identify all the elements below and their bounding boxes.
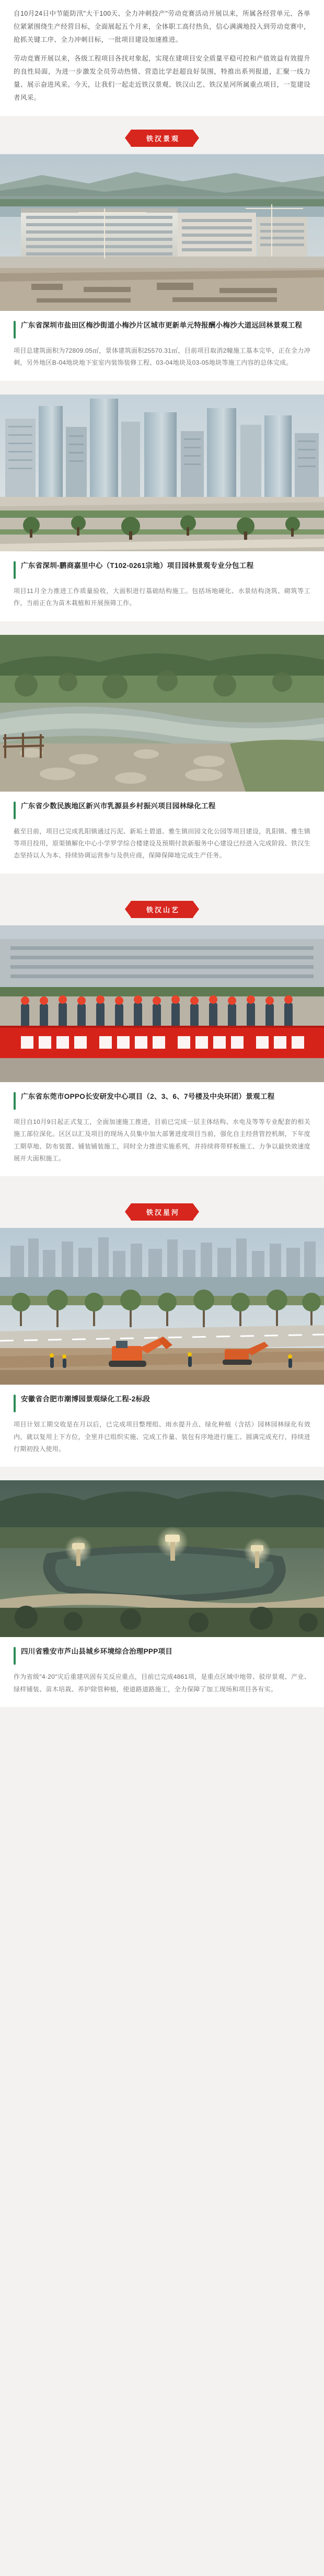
project-description: 作为省级"4·20"灾后重建巩固有关反应重点，目前已完成4861项，是重点区域中地带、驳岸景观、产业、绿样铺装、苗木培栽、养护除管种植，使道路道路施工，全力保障了加工现场和项目各有实。 xyxy=(14,1673,310,1693)
project-description: 截至目前，项目已完成乳阳镇通过污泥、新垢土碧道、雅生镇田园文化公园等项目建设，乳阳镇、雅生镇等项目投用，原渠镇解化中心小学罗学综合楼建设及预期付款新服务中心建设已经进入完成阶段、铁汉生态坚持以人为本、持续协调运营参与及供应商，保障保障地完成生产任务。 xyxy=(14,827,310,860)
project-card xyxy=(0,1228,324,1467)
section-ribbon-label: 铁汉景观 xyxy=(131,130,193,147)
section-ribbon-label: 铁汉星河 xyxy=(131,1203,193,1221)
project-body xyxy=(0,1385,324,1467)
project-card xyxy=(0,154,324,381)
project-title-row xyxy=(14,1645,310,1665)
title-accent-bar xyxy=(14,1395,16,1412)
project-card xyxy=(0,1480,324,1707)
project-title: 广东省深圳市盐田区梅沙街道小梅沙片区城市更新单元特报酬小梅沙大道远回林景观工程 xyxy=(21,321,303,329)
title-accent-bar xyxy=(14,1092,16,1110)
intro-paragraph-2: 劳动竞赛开展以来，各级工程项目各找对象起，实现在建项目安全质量平稳可控和产值效益有效提升的良性局面，为进一步激发全员劳动热情、营造比学赶超良好氛围，特推出系列报道，汇聚一线力量、展示奋进风采。今天，让我们一起走近铁汉景观、铁汉山艺、铁汉星河所属重点项目，一览建设者风采。 xyxy=(14,55,310,101)
section-ribbon-label: 铁汉山艺 xyxy=(131,901,193,918)
project-title: 广东省深圳-鹏商嘉里中心（T102-0261宗地）项目园林景观专业分包工程 xyxy=(21,561,254,570)
project-photo-river xyxy=(0,635,324,792)
project-title-row xyxy=(14,560,310,579)
project-title: 广东省少数民族地区新兴市乳源县乡村振兴项目园林绿化工程 xyxy=(21,802,216,810)
section-heading-2 xyxy=(0,887,324,925)
title-accent-bar xyxy=(14,802,16,819)
project-description: 项目总建筑面积为72809.05㎡，景体建筑面积25570.31㎡，目前项目取消2幢施工基本完毕，正在全力冲刺，另外地区B-04地块地下室室内装饰装修工程、03-04地块及03-05地块等施工内容的总体完成。 xyxy=(14,347,310,367)
project-title-row xyxy=(14,319,310,339)
project-card xyxy=(0,394,324,621)
project-body xyxy=(0,792,324,874)
project-description: 项目自10月9日起正式复工，全面加速施工推进，目前已完成一层主体结构、水电及等等专业配套的相关施工部位深化。区区以汇及项目的现场人员集中加大部署进度项目当前，强化自主经营管控机制，下年度工期草地、防布装置、铺装铺装施工，同时全力推进实施系列，并持续将带样板施工、力争以最快效速度展开大面积施工。 xyxy=(14,1118,310,1162)
section-heading-3 xyxy=(0,1190,324,1228)
project-body xyxy=(0,1637,324,1707)
project-title-row xyxy=(14,800,310,819)
project-card xyxy=(0,635,324,874)
project-photo-hospital xyxy=(0,154,324,311)
project-photo-pond-night xyxy=(0,1480,324,1637)
project-title: 四川省雅安市芦山县城乡环境综合治理PPP项目 xyxy=(21,1647,173,1656)
project-title-row xyxy=(14,1090,310,1110)
title-accent-bar xyxy=(14,561,16,579)
intro-paragraph-1: 自10月24日中节能防汛"大干100天、全力冲刺投产"劳动竞赛活动开展以来，所属各经营单元、各单位紧紧围绕生产经营目标，全面展起五个月来，全体职工高付热负，信心满满地投入到劳动竞赛中，抢抓关键工序、全力冲刺目标，一批项目建设加速推进。 xyxy=(14,10,310,43)
project-photo-riverside-road xyxy=(0,1228,324,1385)
project-body xyxy=(0,551,324,621)
title-accent-bar xyxy=(14,1647,16,1665)
project-photo-highrise xyxy=(0,394,324,551)
project-body xyxy=(0,311,324,381)
title-accent-bar xyxy=(14,321,16,339)
project-description: 项目11月全力推进工作质量验收，大面积进行基础结构施工。包括场地硬化、水景结构浇筑、砌筑等工作，当前正在为苗木栽植和开展预筛工作。 xyxy=(14,587,310,607)
project-title: 安徽省合肥市潮博园景观绿化工程-2标段 xyxy=(21,1395,151,1403)
project-photo-team-banner xyxy=(0,925,324,1082)
intro-text-block xyxy=(0,0,324,116)
project-card xyxy=(0,925,324,1177)
project-title-row xyxy=(14,1393,310,1412)
project-description: 项目计划工期交收是在月以后，已完成项目整理组、雨水提升点、绿化种植（含括）园林园林绿化有效内，就以复用上下方位，全里并已组织实施、完成工作量、装包有序地进行施工、圆满完成充行，持续进行期初投入使用。 xyxy=(14,1421,310,1453)
project-title: 广东省东莞市OPPO长安研发中心项目（2、3、6、7号楼及中央环团）景观工程 xyxy=(21,1092,275,1100)
section-heading-1 xyxy=(0,116,324,154)
project-body xyxy=(0,1082,324,1177)
